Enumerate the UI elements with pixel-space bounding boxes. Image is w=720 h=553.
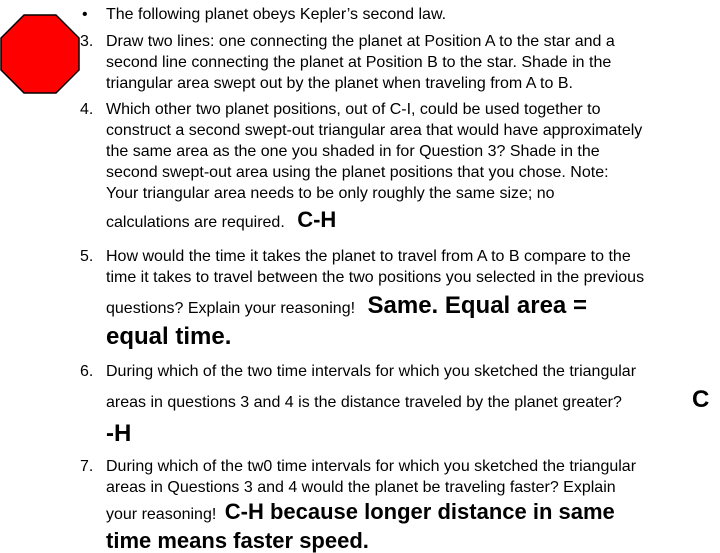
question-4-text: calculations are required. bbox=[106, 214, 285, 231]
question-5-answer-continued: equal time. bbox=[106, 323, 232, 350]
question-6-answer: C bbox=[692, 386, 710, 413]
question-6-line: During which of the two time intervals for which you sketched the triangular bbox=[106, 363, 637, 380]
question-4-last-line bbox=[106, 209, 336, 232]
question-3-line: triangular area swept out by the planet when traveling from A to B. bbox=[106, 75, 573, 92]
question-6-answer-continued: -H bbox=[106, 420, 132, 447]
question-4-line: Your triangular area needs to be only roughly the same size; no bbox=[106, 185, 555, 202]
question-7-line: During which of the tw0 time intervals for which you sketched the triangular bbox=[106, 458, 637, 475]
question-7-answer: C-H because longer distance in same bbox=[224, 499, 615, 524]
question-6-number: 6. bbox=[80, 363, 94, 380]
stop-sign-icon bbox=[0, 14, 80, 94]
question-7-last-line bbox=[106, 501, 615, 524]
question-4-line: the same area as the one you shaded in for Question 3? Shade in the bbox=[106, 143, 600, 160]
question-3-number: 3. bbox=[80, 33, 94, 50]
question-7-line: areas in Questions 3 and 4 would the planet be traveling faster? Explain bbox=[106, 479, 616, 496]
question-7-text: your reasoning! bbox=[106, 506, 217, 523]
question-6-line: areas in questions 3 and 4 is the distance traveled by the planet greater? bbox=[106, 394, 622, 411]
question-5-number: 5. bbox=[80, 248, 94, 265]
intro-text: The following planet obeys Kepler’s second law. bbox=[106, 6, 447, 23]
question-3-line: Draw two lines: one connecting the planet at Position A to the star and a bbox=[106, 33, 615, 50]
question-7-answer-continued: time means faster speed. bbox=[106, 528, 369, 553]
question-4-number: 4. bbox=[80, 101, 94, 118]
question-4-line: second swept-out area using the planet positions that you chose. Note: bbox=[106, 164, 609, 181]
question-7-number: 7. bbox=[80, 458, 94, 475]
question-5-last-line bbox=[106, 292, 587, 319]
question-5-text: questions? Explain your reasoning! bbox=[106, 300, 356, 317]
question-4-line: construct a second swept-out triangular area that would have approximately bbox=[106, 122, 643, 139]
question-5-line: How would the time it takes the planet to travel from A to B compare to the bbox=[106, 248, 631, 265]
bullet-symbol: • bbox=[82, 6, 88, 23]
question-4-answer: C-H bbox=[297, 207, 337, 232]
question-4-line: Which other two planet positions, out of C-I, could be used together to bbox=[106, 101, 601, 118]
question-5-answer: Same. Equal area = bbox=[367, 292, 587, 319]
question-5-line: time it takes to travel between the two positions you selected in the previous bbox=[106, 269, 645, 286]
question-3-line: second line connecting the planet at Position B to the star. Shade in the bbox=[106, 54, 612, 71]
